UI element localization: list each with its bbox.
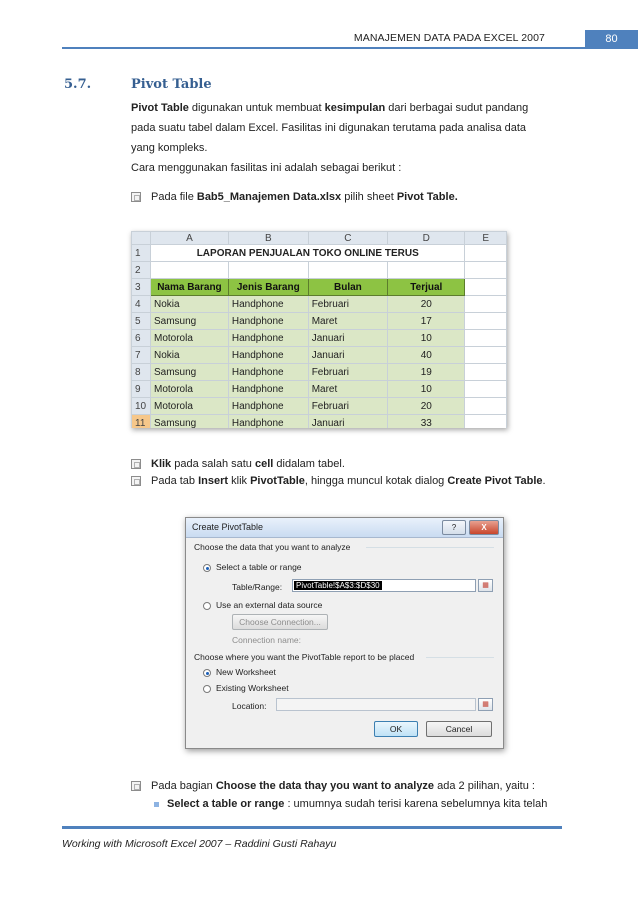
row-number: 6 [132,330,151,347]
location-picker-icon[interactable]: ▦ [478,698,493,711]
footer-text: Working with Microsoft Excel 2007 – Raddini Gusti Rahayu [62,838,337,850]
close-icon[interactable]: X [469,520,499,535]
bullet-icon [131,476,141,486]
cell: Handphone [228,313,308,330]
column-header-row [132,232,507,245]
column-header: C [308,232,387,245]
usage-intro: Cara menggunakan fasilitas ini adalah sebagai berikut : [131,162,402,174]
cell: 10 [388,330,465,347]
new-worksheet-label: New Worksheet [216,667,276,677]
cell: Handphone [228,415,308,429]
location-input[interactable] [276,698,476,711]
cell: Handphone [228,381,308,398]
spreadsheet-screenshot [131,231,507,428]
cell: Handphone [228,296,308,313]
cell: Samsung [150,364,228,381]
step-3: Pada tab Insert klik PivotTable, hingga muncul kotak dialog Create Pivot Table. [131,474,546,488]
footer-rule [62,826,562,829]
table-range-label: Table/Range: [232,582,283,592]
bullet-icon [131,192,141,202]
existing-worksheet-radio[interactable] [203,685,211,693]
section-number: 5.7. [64,77,92,92]
row-number: 8 [132,364,151,381]
cell: 20 [388,296,465,313]
cell: Nokia [150,296,228,313]
cell: Januari [308,347,387,364]
cell: Samsung [150,415,228,429]
cell: 19 [388,364,465,381]
cell: Maret [308,313,387,330]
header-cell: Bulan [308,279,387,296]
dialog-titlebar [186,518,503,538]
table-row [132,296,507,313]
row-number: 2 [132,262,151,279]
cancel-button[interactable]: Cancel [426,721,492,737]
running-title: MANAJEMEN DATA PADA EXCEL 2007 [353,32,545,44]
table-row [132,347,507,364]
row-number: 7 [132,347,151,364]
row-number: 11 [132,415,151,429]
cell: Februari [308,296,387,313]
page-number: 80 [585,30,638,48]
step-2: Klik pada salah satu cell didalam tabel. [131,457,345,471]
header-rule [62,47,638,49]
row-number: 10 [132,398,151,415]
table-row [132,364,507,381]
cell: Februari [308,364,387,381]
column-header: B [228,232,308,245]
connection-name-label: Connection name: [232,635,301,645]
external-source-label: Use an external data source [216,600,323,610]
table-row [132,398,507,415]
new-worksheet-radio[interactable] [203,669,211,677]
section-title: Pivot Table [131,77,212,92]
sub-bullet-select-table: Select a table or range : umumnya sudah terisi karena sebelumnya kita telah [154,798,547,810]
square-bullet-icon [154,802,159,807]
select-table-radio[interactable] [203,564,211,572]
cell: Nokia [150,347,228,364]
header-cell: Nama Barang [150,279,228,296]
row-number: 3 [132,279,151,296]
cell: Samsung [150,313,228,330]
cell: Handphone [228,347,308,364]
range-picker-icon[interactable]: ▦ [478,579,493,592]
cell: Motorola [150,398,228,415]
ok-button[interactable]: OK [374,721,418,737]
cell: Handphone [228,330,308,347]
cell: 10 [388,381,465,398]
cell: Februari [308,398,387,415]
dialog-title: Create PivotTable [192,522,264,532]
create-pivottable-dialog [185,517,504,749]
cell: Handphone [228,364,308,381]
step-4: Pada bagian Choose the data thay you want to analyze ada 2 pilihan, yaitu : [131,779,535,793]
column-header: A [150,232,228,245]
cell: Januari [308,415,387,429]
header-cell: Jenis Barang [228,279,308,296]
column-header: E [465,232,507,245]
location-label: Location: [232,701,267,711]
cell: Motorola [150,381,228,398]
row-number: 5 [132,313,151,330]
intro-paragraph: Pivot Table digunakan untuk membuat kesimpulan dari berbagai sudut pandang pada suatu tabel dalam Excel. Fasilitas ini digunakan terutama pada analisa data yang kompleks. [131,102,529,154]
cell: Januari [308,330,387,347]
cell: 33 [388,415,465,429]
bullet-icon [131,781,141,791]
cell: Handphone [228,398,308,415]
row-number: 1 [132,245,151,262]
row-number: 9 [132,381,151,398]
report-title-cell: LAPORAN PENJUALAN TOKO ONLINE TERUS [150,245,464,262]
table-row [132,381,507,398]
group-analyze-label: Choose the data that you want to analyze [194,542,351,552]
table-row [132,262,507,279]
spreadsheet-grid [131,231,507,428]
cell: Motorola [150,330,228,347]
table-range-input[interactable] [292,579,476,592]
select-table-label: Select a table or range [216,562,302,572]
external-source-radio[interactable] [203,602,211,610]
cell: 17 [388,313,465,330]
cell: 40 [388,347,465,364]
table-header-row [132,279,507,296]
corner-cell [132,232,151,245]
column-header: D [388,232,465,245]
existing-worksheet-label: Existing Worksheet [216,683,289,693]
help-icon[interactable]: ? [442,520,466,535]
group-place-label: Choose where you want the PivotTable report to be placed [194,652,415,662]
table-row [132,245,507,262]
bullet-icon [131,459,141,469]
table-range-value: PivotTable!$A$3:$D$30 [296,581,380,590]
table-row [132,313,507,330]
table-row [132,415,507,429]
row-number: 4 [132,296,151,313]
table-row [132,330,507,347]
cell: Maret [308,381,387,398]
cell: 20 [388,398,465,415]
header-cell: Terjual [388,279,465,296]
choose-connection-button[interactable]: Choose Connection... [232,614,328,630]
step-1: Pada file Bab5_Manajemen Data.xlsx pilih sheet Pivot Table. [131,190,458,204]
